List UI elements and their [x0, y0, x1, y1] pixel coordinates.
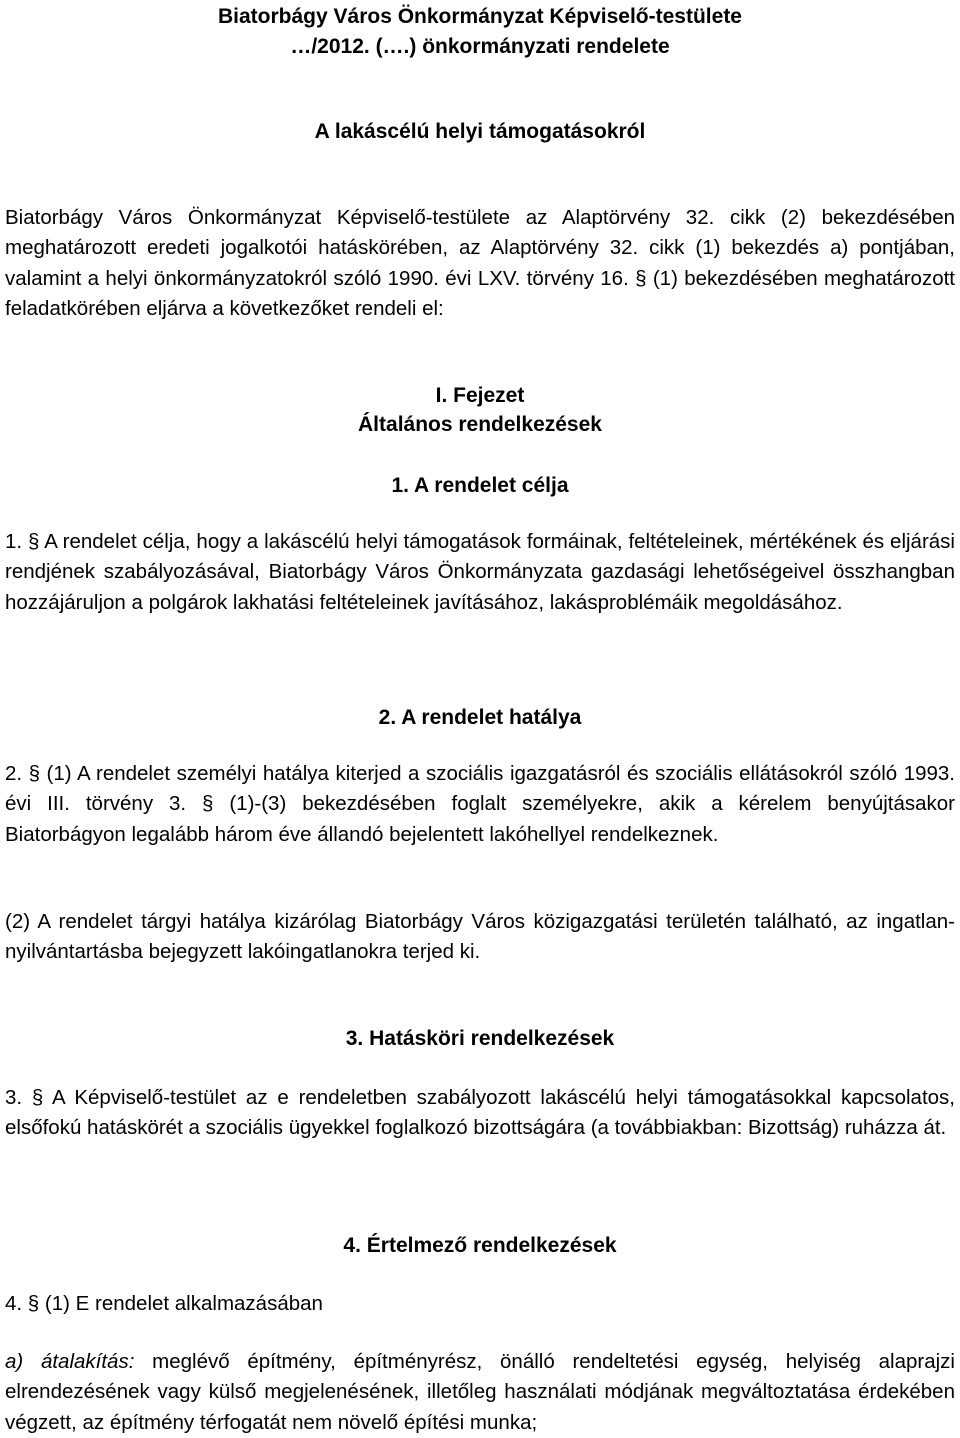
section-heading: 1. A rendelet célja	[391, 474, 569, 497]
definition-text: meglévő építmény, építményrész, önálló rendeltetési egység, helyiség alaprajzi elrendezésének vagy külső megjelenésének, illetőleg használati módjának megváltoztatása érdekében végzett, az építmény térfogatát nem növelő építési munka;	[5, 1350, 955, 1434]
section-heading: 4. Értelmező rendelkezések	[343, 1234, 617, 1257]
section-heading: 3. Hatásköri rendelkezések	[345, 1027, 615, 1050]
chapter-number: I. Fejezet	[435, 384, 525, 407]
decree-title: A lakáscélú helyi támogatásokról	[314, 120, 646, 143]
definition-term: a) átalakítás:	[5, 1350, 135, 1373]
chapter-title: Általános rendelkezések	[358, 413, 602, 436]
paragraph: 2. § (1) A rendelet személyi hatálya kiterjed a szociális igazgatásról és szociális ellátásokról szóló 1993. évi III. törvény 3. § (1)-(3) bekezdésében foglalt személyekre, akik a kérelem benyújtásakor Biatorbágyon legalább három éve állandó bejelentett lakóhellyel rendelkeznek.	[5, 762, 955, 846]
decree-number: …/2012. (….) önkormányzati rendelete	[290, 35, 670, 58]
paragraph: 4. § (1) E rendelet alkalmazásában	[5, 1292, 323, 1315]
issuer-line: Biatorbágy Város Önkormányzat Képviselő-testülete	[218, 5, 742, 28]
section-heading: 2. A rendelet hatálya	[378, 706, 582, 729]
paragraph: 1. § A rendelet célja, hogy a lakáscélú helyi támogatások formáinak, feltételeinek, mértékének és eljárási rendjének szabályozásával, Biatorbágy Város Önkormányzata gazdasági lehetőségeivel összhangban hozzájáruljon a polgárok lakhatási feltételeinek javításához, lakásproblémáik megoldásához.	[5, 530, 955, 614]
definition-item	[5, 1347, 955, 1438]
paragraph: 3. § A Képviselő-testület az e rendeletben szabályozott lakáscélú helyi támogatásokkal kapcsolatos, elsőfokú hatáskörét a szociális ügyekkel foglalkozó bizottságára (a továbbiakban: Bizottság) ruházza át.	[5, 1086, 955, 1140]
paragraph: (2) A rendelet tárgyi hatálya kizárólag Biatorbágy Város közigazgatási területén található, az ingatlan-nyilvántartásba bejegyzett lakóingatlanokra terjed ki.	[5, 910, 955, 964]
preamble: Biatorbágy Város Önkormányzat Képviselő-testülete az Alaptörvény 32. cikk (2) bekezdésében meghatározott eredeti jogalkotói hatáskörében, az Alaptörvény 32. cikk (1) bekezdés a) pontjában, valamint a helyi önkormányzatokról szóló 1990. évi LXV. törvény 16. § (1) bekezdésében meghatározott feladatkörében eljárva a következőket rendeli el:	[5, 206, 955, 321]
